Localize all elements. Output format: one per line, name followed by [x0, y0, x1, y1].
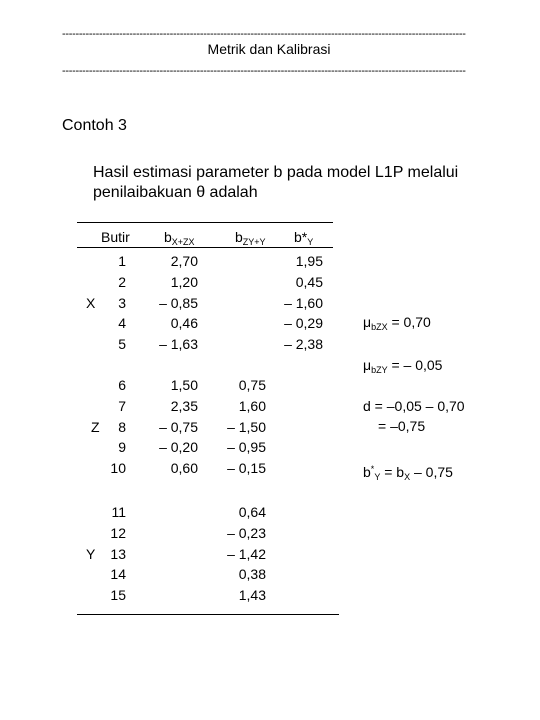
header-title: Metrik dan Kalibrasi	[207, 41, 331, 57]
cell-b-zyy: – 0,95	[227, 439, 266, 456]
cell-butir: 6	[118, 377, 126, 393]
table-top-rule	[77, 222, 333, 223]
difference-d-line-2: = –0,75	[378, 418, 426, 434]
cell-butir: 4	[118, 315, 126, 332]
cell-bstar-y: – 2,38	[284, 336, 323, 353]
cell-butir: 1	[118, 253, 126, 269]
cell-b-zyy: 0,64	[238, 504, 266, 520]
cell-butir: 14	[110, 566, 126, 583]
cell-b-zyy: – 0,15	[227, 460, 266, 477]
cell-b-zyy: – 1,42	[227, 545, 266, 562]
bstar-formula-note: $b^*_Y = b_X - 0,75$	[363, 464, 453, 482]
cell-butir: 15	[110, 587, 126, 604]
group-label-y: Y	[86, 545, 96, 562]
column-header-b-zyy: $b_{ZY+Y}$	[235, 229, 266, 247]
example-heading: Contoh 3	[62, 117, 127, 134]
cell-b-zyy: 0,75	[238, 377, 266, 393]
cell-b-xzx: – 0,20	[159, 439, 198, 456]
cell-butir: 8	[118, 418, 126, 435]
cell-butir: 5	[118, 336, 126, 353]
group-label-z: Z	[91, 418, 100, 435]
table-header-rule	[77, 247, 333, 248]
cell-butir: 11	[111, 504, 126, 520]
cell-butir: 10	[110, 460, 126, 477]
cell-bstar-y: 1,95	[295, 253, 323, 269]
intro-paragraph	[93, 163, 533, 203]
cell-b-xzx: – 0,75	[159, 418, 198, 435]
cell-b-xzx: 1,50	[170, 377, 198, 393]
difference-d-line-1: d = –0,05 – 0,70	[363, 398, 465, 414]
column-header-bstar-y: $b*_Y$	[294, 229, 314, 247]
cell-b-zyy: – 0,23	[227, 524, 266, 541]
cell-b-zyy: 0,38	[238, 566, 266, 583]
cell-b-xzx: 0,46	[170, 315, 198, 332]
cell-butir: 13	[110, 545, 126, 562]
cell-b-zyy: – 1,50	[227, 418, 266, 435]
intro-line-1: Hasil estimasi parameter b pada model L1P melalui	[93, 164, 459, 181]
cell-bstar-y: – 1,60	[284, 294, 323, 311]
cell-b-xzx: 2,35	[170, 397, 198, 414]
header-bottom-divider: ------------------------------------------------------------------------------------------------------------------------	[62, 65, 466, 77]
cell-bstar-y: 0,45	[295, 273, 323, 290]
cell-b-xzx: 2,70	[170, 253, 198, 269]
cell-butir: 9	[118, 439, 126, 456]
cell-b-zyy: 1,43	[238, 587, 266, 604]
intro-line-2: penilaibakuan θ adalah	[93, 184, 258, 201]
cell-b-xzx: – 1,63	[159, 336, 198, 353]
mean-b-zx-note: $\mu_{bZX} = 0,70$	[363, 314, 431, 332]
cell-butir: 7	[118, 397, 126, 414]
cell-butir: 12	[110, 524, 126, 541]
cell-b-xzx: 0,60	[170, 460, 198, 477]
group-label-x: X	[86, 294, 96, 311]
cell-b-xzx: 1,20	[170, 273, 198, 290]
cell-b-xzx: – 0,85	[159, 294, 198, 311]
header-top-divider: ------------------------------------------------------------------------------------------------------------------------	[62, 28, 466, 40]
cell-bstar-y: – 0,29	[284, 315, 323, 332]
cell-butir: 3	[118, 294, 126, 311]
mean-b-zy-note: $\mu_{bZY}$ = – 0,05	[363, 357, 443, 375]
cell-b-zyy: 1,60	[238, 397, 266, 414]
column-header-b-xzx: $b_{X+ZX}$	[164, 229, 195, 247]
table-bottom-rule	[77, 614, 339, 615]
column-header-butir: Butir	[101, 229, 130, 245]
cell-butir: 2	[118, 273, 126, 290]
